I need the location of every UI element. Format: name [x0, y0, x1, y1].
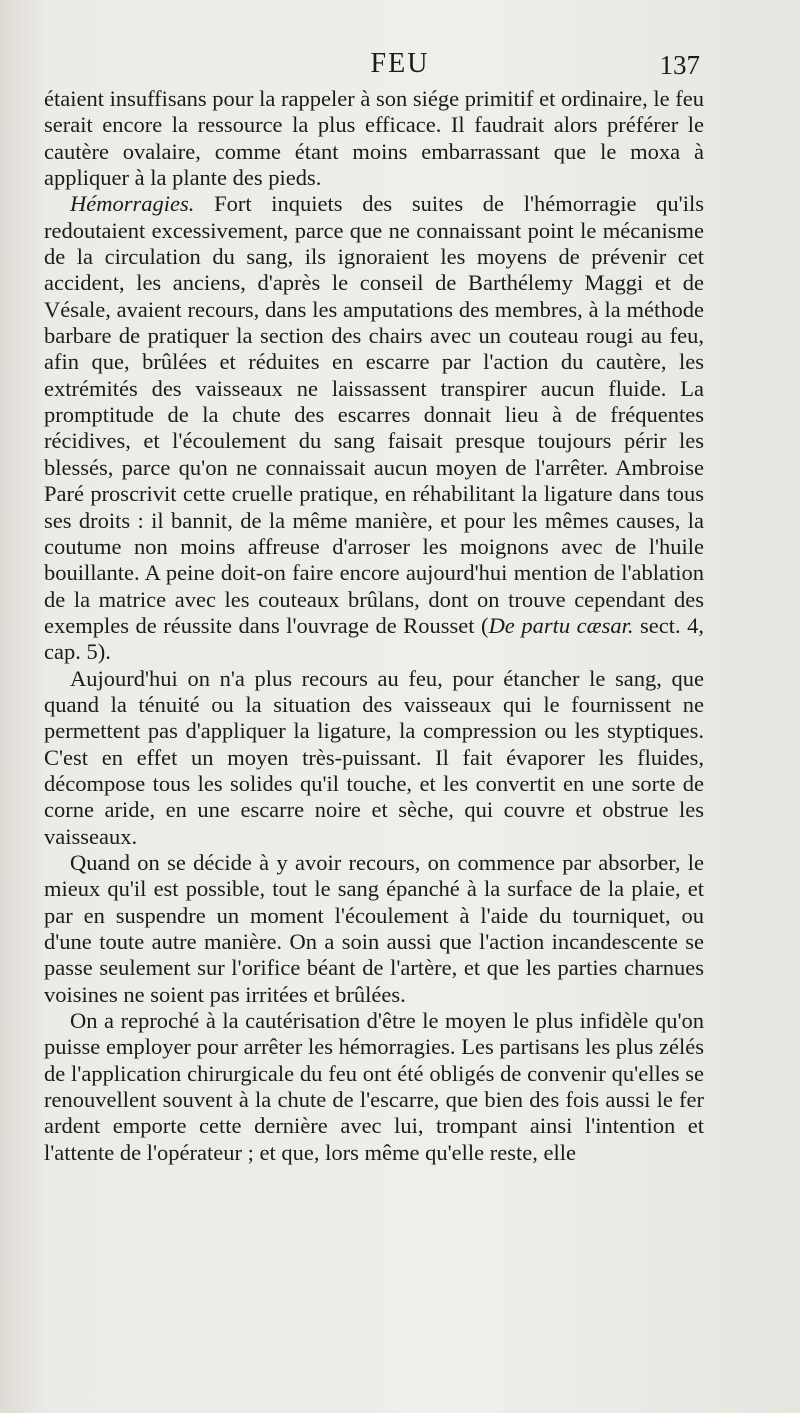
page-number: 137 — [659, 50, 700, 80]
text-run: étaient insuffisans pour la rappeler à son siége primitif et ordinaire, le feu serait encore la ressource la plus efficace. Il faudrait alors préférer le cautère ovalaire, comme étant moins embarrassant que le moxa à appliquer à la plante des pieds. — [44, 86, 704, 191]
body-text — [44, 86, 704, 1166]
paragraph — [44, 1008, 704, 1166]
page-header — [0, 48, 800, 88]
paragraph — [44, 850, 704, 1008]
running-title: FEU — [370, 48, 430, 79]
text-run: Quand on se décide à y avoir recours, on commence par absorber, le mieux qu'il est possible, tout le sang épanché à la surface de la plaie, et par en suspendre un moment l'écoulement à l'aide du tourniquet, ou d'une toute autre manière. On a soin aussi que l'action incandescente se passe seulement sur l'orifice béant de l'artère, et que les parties charnues voisines ne soient pas irritées et brûlées. — [44, 849, 704, 1007]
text-run: Aujourd'hui on n'a plus recours au feu, pour étancher le sang, que quand la ténuité ou la situation des vaisseaux qui le fournissent ne permettent pas d'appliquer la ligature, la compression ou les styptiques. C'est en effet un moyen très-puissant. Il fait évaporer les fluides, décompose tous les solides qu'il touche, et les convertit en une sorte de corne aride, en une escarre noire et sèche, qui couvre et obstrue les vaisseaux. — [44, 665, 704, 849]
section-heading-italic: Hémorragies. — [70, 191, 195, 217]
text-run: Fort inquiets des suites de l'hémorragie qu'ils redoutaient excessivement, parce que ne connaissant point le mécanisme de la circulation du sang, ils ignoraient les moyens de prévenir cet accident, les anciens, d'après le conseil de Barthélemy Maggi et de Vésale, avaient recours, dans les amputations des membres, à la méthode barbare de pratiquer la section des chairs avec un couteau rougi au feu, afin que, brûlées et réduites en escarre par l'action du cautère, les extrémités des vaisseaux ne laissassent transpirer aucun fluide. La promptitude de la chute des escarres donnait lieu à de fréquentes récidives, et l'écoulement du sang faisait presque toujours périr les blessés, parce qu'on ne connaissait aucun moyen de l'arrêter. Ambroise Paré proscrivit cette cruelle pratique, en réhabilitant la ligature dans tous ses droits : il bannit, de la même manière, et pour les mêmes causes, la coutume non moins affreuse d'arroser les moignons avec de l'huile bouillante. A peine doit-on faire encore aujourd'hui mention de l'ablation de la matrice avec les couteaux brûlans, dont on trouve cependant des exemples de réussite dans l'ouvrage de Rousset ( — [44, 191, 704, 638]
text-run: sect. 4, cap. 5). — [44, 612, 704, 665]
paragraph — [44, 666, 704, 850]
paragraph — [44, 191, 704, 665]
paragraph — [44, 86, 704, 191]
text-run: On a reproché à la cautérisation d'être le moyen le plus infidèle qu'on puisse employer pour arrêter les hémorragies. Les partisans les plus zélés de l'application chirurgicale du feu ont été obligés de convenir qu'elles se renouvellent souvent à la chute de l'escarre, que bien des fois aussi le fer ardent emporte cette dernière avec lui, trompant ainsi l'intention et l'attente de l'opérateur ; et que, lors même qu'elle reste, elle — [44, 1008, 704, 1165]
citation-italic: De partu cæsar. — [488, 612, 634, 638]
